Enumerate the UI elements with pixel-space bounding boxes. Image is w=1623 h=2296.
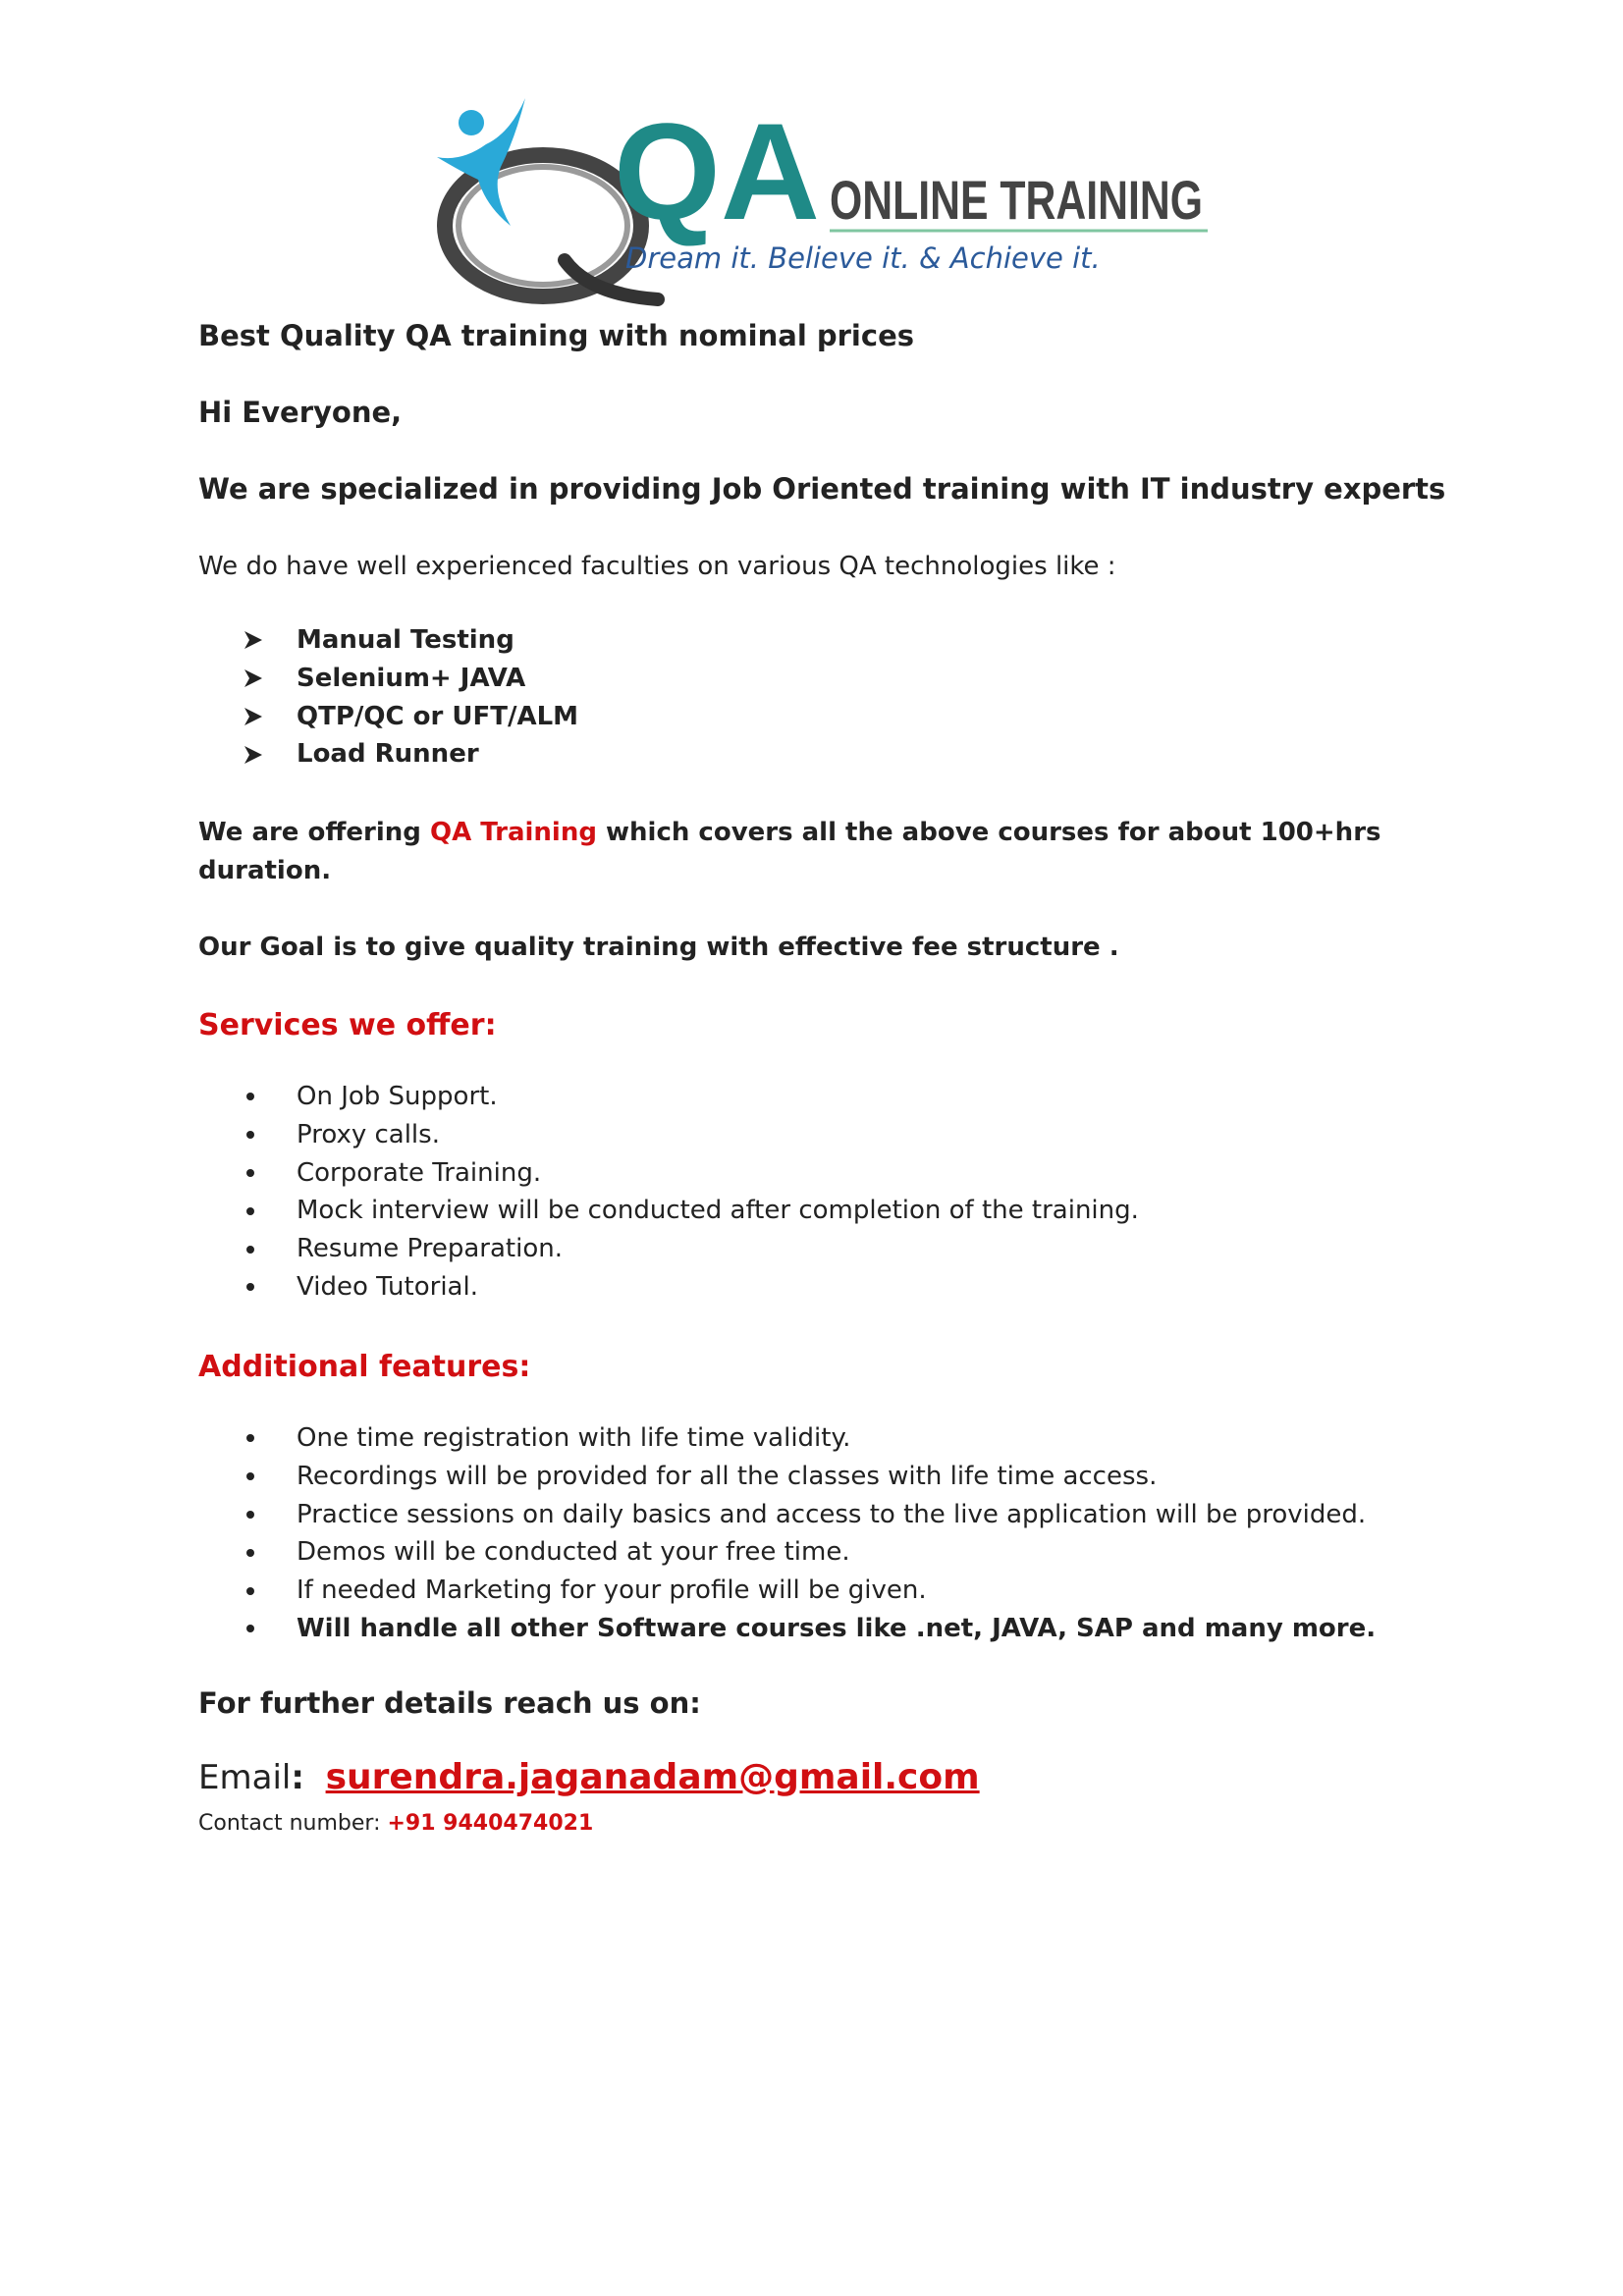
bullet-dot-icon (246, 1625, 254, 1632)
email-link[interactable]: surendra.jaganadam@gmail.com (325, 1757, 980, 1797)
list-item (198, 698, 578, 736)
feature-label: Recordings will be provided for all the classes with life time access. (297, 1461, 1158, 1491)
feature-label: Will handle all other Software courses like .net, JAVA, SAP and many more. (297, 1613, 1377, 1643)
logo-tagline: Dream it. Believe it. & Achieve it. (625, 241, 1101, 275)
email-colon: : (291, 1758, 304, 1797)
bullet-dot-icon (246, 1587, 254, 1595)
list-item (198, 1496, 1376, 1534)
technology-label: Manual Testing (297, 625, 514, 655)
technologies-list (198, 621, 578, 774)
bullet-dot-icon (246, 1472, 254, 1480)
offering-highlight: QA Training (429, 818, 597, 847)
bullet-dot-icon (246, 1169, 254, 1177)
goal-statement: Our Goal is to give quality training with effective fee structure . (198, 933, 1119, 962)
faculties-intro: We do have well experienced faculties on various QA technologies like : (198, 552, 1116, 581)
feature-label: One time registration with life time validity. (297, 1423, 851, 1453)
additional-heading: Additional features: (198, 1350, 531, 1384)
feature-label: Practice sessions on daily basics and access to the live application will be provided. (297, 1499, 1367, 1529)
bullet-dot-icon (246, 1434, 254, 1442)
service-label: On Job Support. (297, 1082, 498, 1111)
list-item (198, 1610, 1376, 1648)
service-label: Video Tutorial. (297, 1271, 478, 1302)
contact-heading: For further details reach us on: (198, 1686, 701, 1720)
services-list (198, 1078, 1139, 1307)
greeting: Hi Everyone, (198, 396, 403, 429)
arrow-bullet-icon (243, 735, 272, 774)
email-row (198, 1757, 980, 1797)
bullet-dot-icon (246, 1207, 254, 1215)
qa-online-training-logo (417, 93, 1217, 304)
offering-prefix: We are offering (198, 818, 430, 847)
offering-statement (198, 818, 1381, 847)
list-item (198, 1154, 1139, 1193)
offering-suffix: which covers all the above courses for about 100+hrs (596, 818, 1381, 847)
technology-label: Selenium+ JAVA (297, 663, 526, 693)
service-label: Mock interview will be conducted after completion of the training. (297, 1196, 1139, 1226)
list-item (198, 1268, 1139, 1307)
list-item (198, 1192, 1139, 1230)
service-label: Corporate Training. (297, 1157, 542, 1188)
list-item (198, 1116, 1139, 1154)
contact-number-label: Contact number: (198, 1811, 388, 1836)
logo-title-small: ONLINE TRAINING (830, 169, 1203, 231)
list-item (198, 660, 578, 698)
list-item (198, 1419, 1376, 1458)
arrow-bullet-icon (243, 621, 272, 660)
bullet-dot-icon (246, 1131, 254, 1139)
technology-label: Load Runner (297, 739, 479, 770)
contact-number-value: +91 9440474021 (387, 1811, 594, 1836)
email-label: Email (198, 1758, 292, 1797)
arrow-bullet-icon (243, 660, 272, 698)
bullet-dot-icon (246, 1093, 254, 1100)
feature-label: Demos will be conducted at your free time. (297, 1537, 850, 1568)
list-item (198, 621, 578, 660)
additional-list (198, 1419, 1376, 1648)
service-label: Proxy calls. (297, 1119, 440, 1149)
headline: Best Quality QA training with nominal prices (198, 319, 914, 352)
feature-label: If needed Marketing for your profile will be given. (297, 1575, 927, 1606)
bullet-dot-icon (246, 1283, 254, 1291)
contact-number-row (198, 1811, 593, 1836)
services-heading: Services we offer: (198, 1008, 497, 1042)
list-item (198, 1458, 1376, 1496)
bullet-dot-icon (246, 1549, 254, 1557)
bullet-dot-icon (246, 1246, 254, 1254)
list-item (198, 1572, 1376, 1610)
specialized-statement: We are specialized in providing Job Oriented training with IT industry experts (198, 472, 1446, 506)
list-item (198, 1533, 1376, 1572)
list-item (198, 1230, 1139, 1268)
list-item (198, 735, 578, 774)
service-label: Resume Preparation. (297, 1234, 563, 1264)
technology-label: QTP/QC or UFT/ALM (297, 701, 579, 731)
logo-title-big: QA (614, 94, 820, 248)
bullet-dot-icon (246, 1511, 254, 1519)
list-item (198, 1078, 1139, 1116)
offering-line2: duration. (198, 856, 332, 885)
arrow-bullet-icon (243, 698, 272, 736)
